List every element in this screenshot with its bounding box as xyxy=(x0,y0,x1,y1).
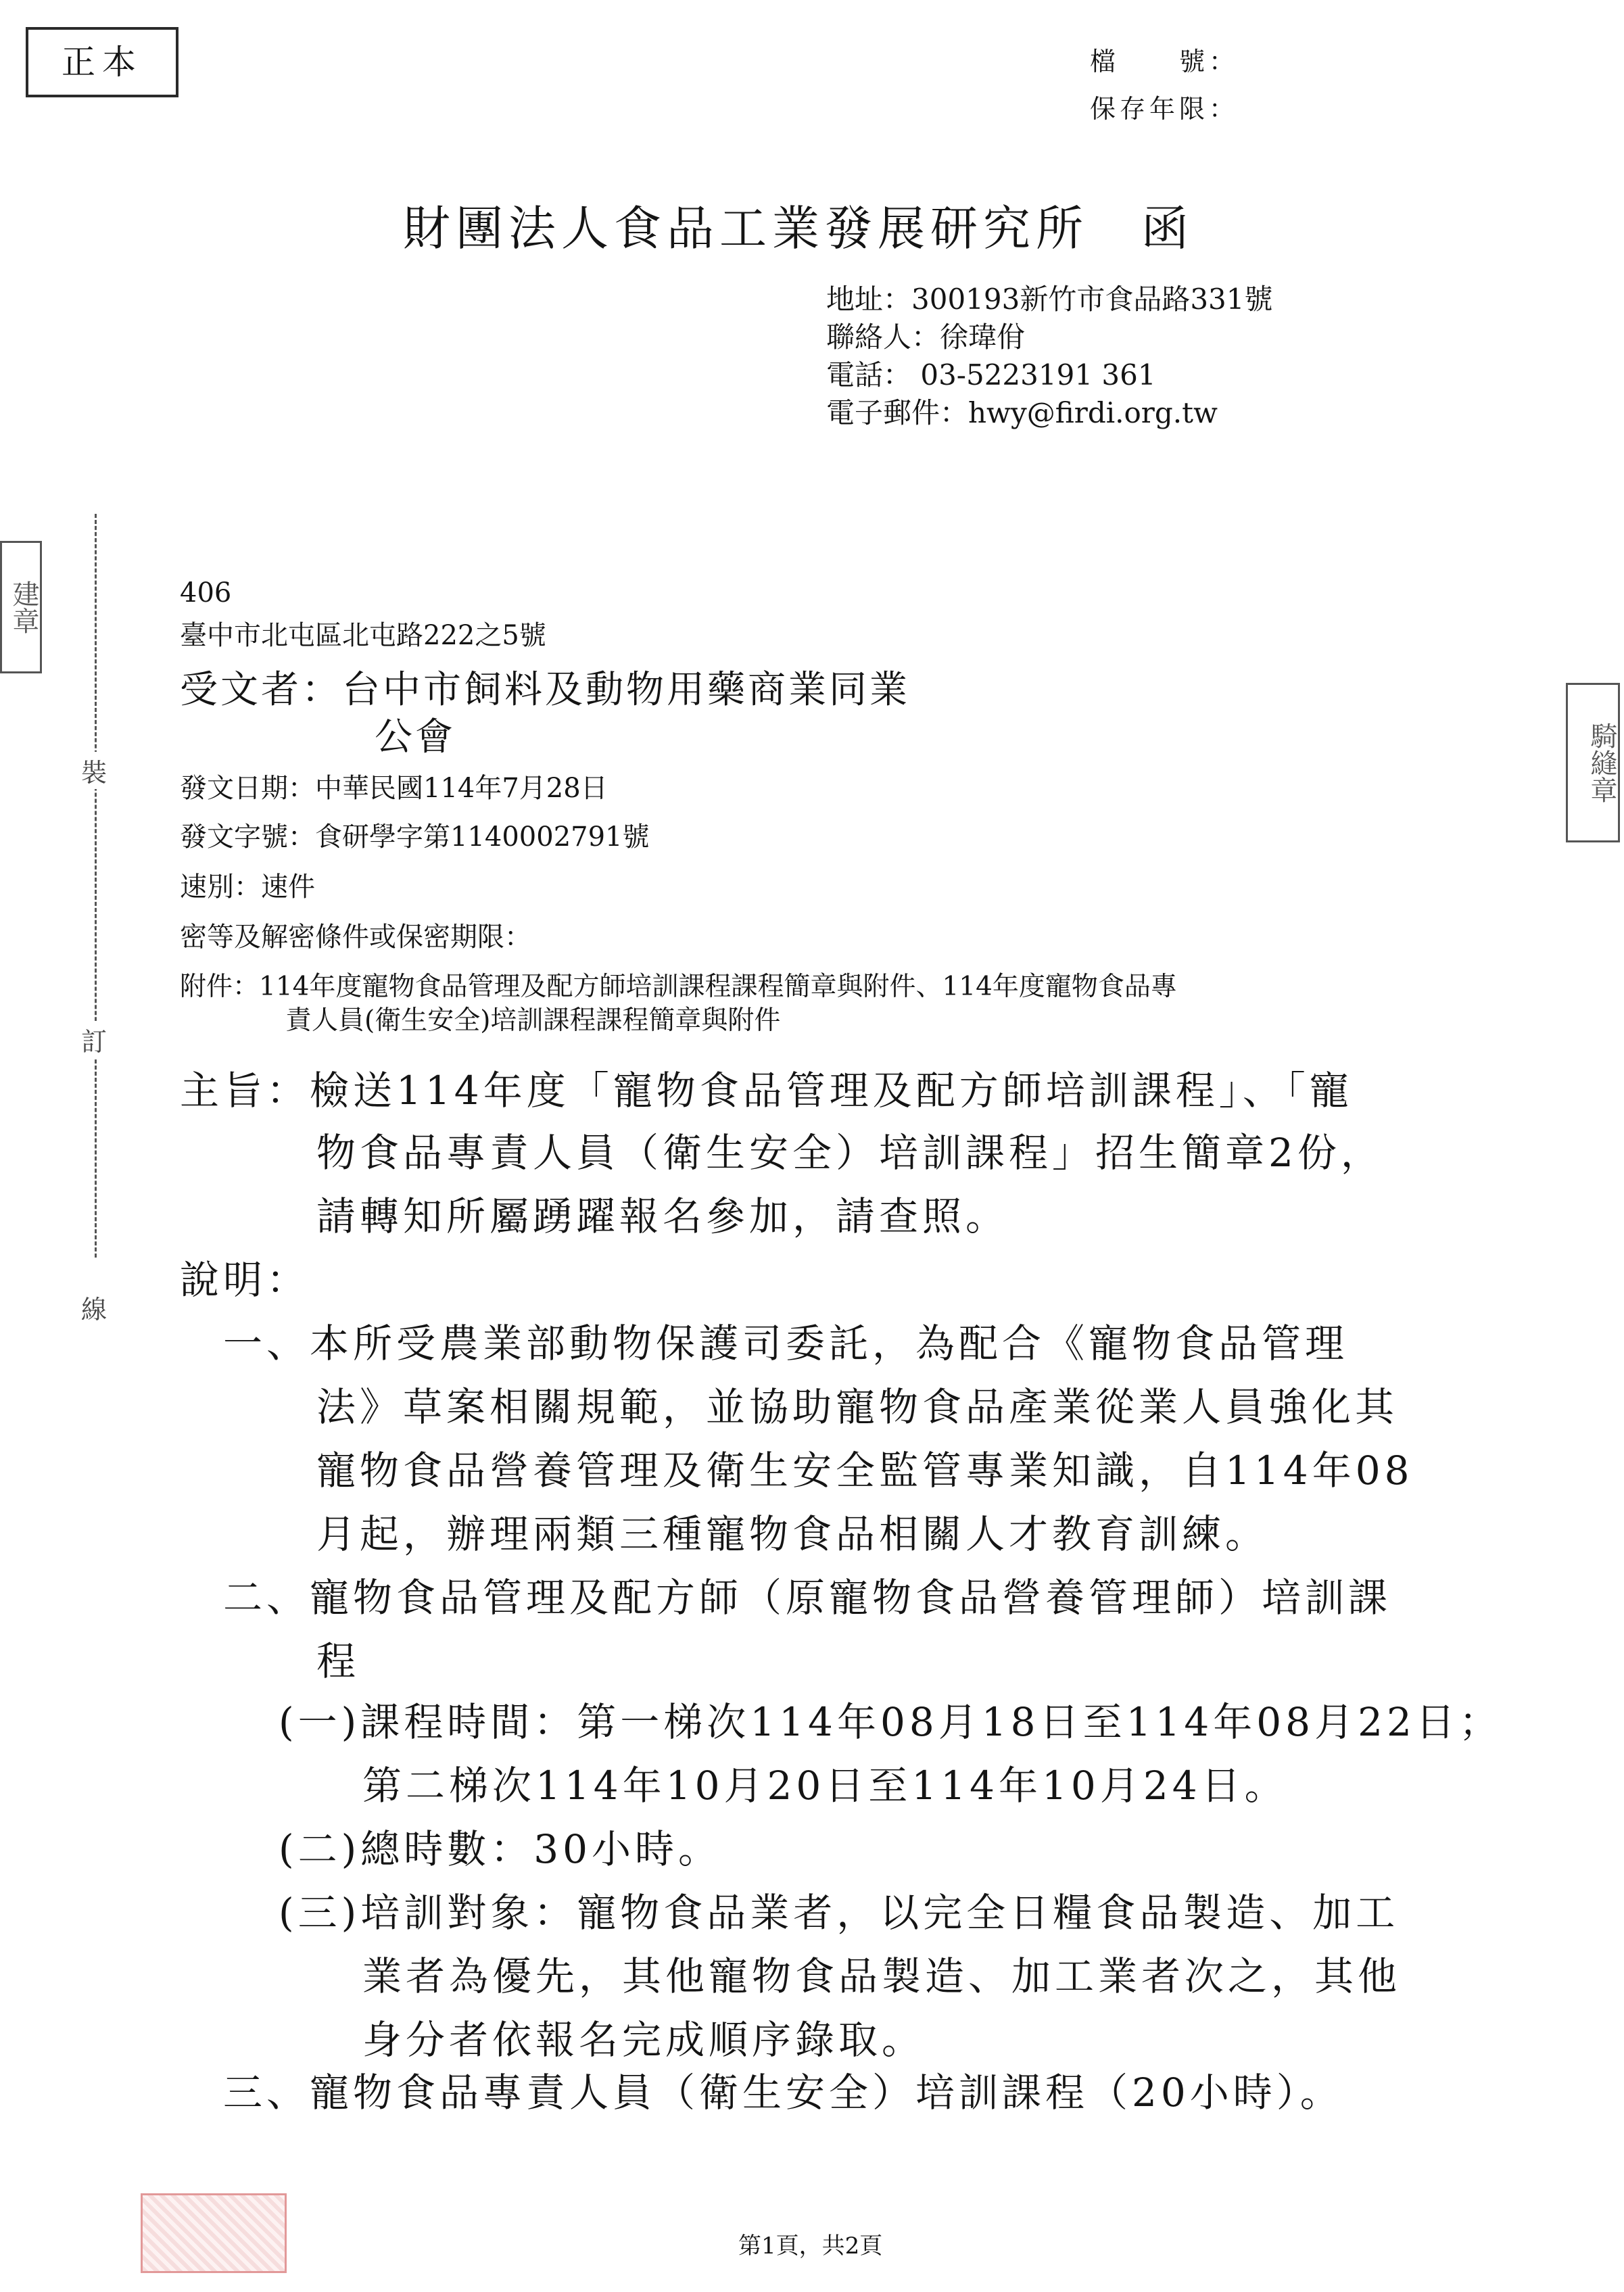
delivery-speed: 速別：速件 xyxy=(180,872,315,903)
sub1-line2: 第二梯次114年10月20日至114年10月24日。 xyxy=(362,1763,1288,1809)
document-title: 財團法人食品工業發展研究所 函 xyxy=(403,201,1194,256)
binding-mark-ding: 訂 xyxy=(81,1021,107,1058)
attachment-line1: 附件：114年度寵物食品管理及配方師培訓課程課程簡章與附件、114年度寵物食品專 xyxy=(180,972,1177,1002)
secrecy-level: 密等及解密條件或保密期限： xyxy=(180,922,531,953)
contact-email: 電子郵件：hwy@firdi.org.tw xyxy=(826,396,1218,429)
contact-person: 聯絡人：徐瑋佾 xyxy=(826,320,1026,354)
file-number-label: 檔 號： xyxy=(1090,47,1239,76)
item1-line4: 月起，辦理兩類三種寵物食品相關人才教育訓練。 xyxy=(316,1511,1269,1557)
right-margin-seam-stamp: 騎縫章 xyxy=(1566,683,1620,842)
recipient-line1: 受文者：台中市飼料及動物用藥商業同業 xyxy=(180,668,910,712)
item2-line2: 程 xyxy=(316,1638,360,1684)
retention-period-label: 保存年限： xyxy=(1090,94,1239,124)
red-seal-stamp xyxy=(141,2193,287,2273)
explanation-heading: 說明： xyxy=(180,1257,310,1303)
sub3-line3: 身分者依報名完成順序錄取。 xyxy=(362,2017,926,2063)
sub2-total-hours: (二)總時數：30小時。 xyxy=(279,1826,722,1872)
item2-line1: 二、寵物食品管理及配方師（原寵物食品營養管理師）培訓課 xyxy=(223,1575,1392,1621)
subject-line3: 請轉知所屬踴躍報名參加，請查照。 xyxy=(316,1193,1009,1239)
page-number: 第1頁，共2頁 xyxy=(738,2233,883,2260)
item1-line2: 法》草案相關規範，並協助寵物食品產業從業人員強化其 xyxy=(316,1384,1399,1430)
attachment-line2: 責人員(衛生安全)培訓課程課程簡章與附件 xyxy=(285,1005,781,1036)
subject-line2: 物食品專責人員（衛生安全）培訓課程」招生簡章2份， xyxy=(316,1130,1384,1176)
item1-line3: 寵物食品營養管理及衛生安全監管專業知識，自114年08 xyxy=(316,1448,1414,1494)
recipient-address: 臺中市北屯區北屯路222之5號 xyxy=(180,620,546,651)
sub3-line1: (三)培訓對象：寵物食品業者，以完全日糧食品製造、加工 xyxy=(279,1890,1400,1936)
item3-line: 三、寵物食品專責人員（衛生安全）培訓課程（20小時）。 xyxy=(223,2070,1343,2116)
binding-mark-zhuang: 裝 xyxy=(81,752,107,789)
recipient-line2: 公會 xyxy=(375,715,456,759)
sub3-line2: 業者為優先，其他寵物食品製造、加工業者次之，其他 xyxy=(362,1953,1402,1999)
document-number: 發文字號：食研學字第1140002791號 xyxy=(180,821,650,853)
item1-line1: 一、本所受農業部動物保護司委託，為配合《寵物食品管理 xyxy=(223,1320,1349,1366)
issue-date: 發文日期：中華民國114年7月28日 xyxy=(180,773,608,804)
binding-line xyxy=(95,514,97,1258)
postal-code: 406 xyxy=(180,577,232,608)
sender-address: 地址：300193新竹市食品路331號 xyxy=(826,283,1273,316)
subject-line1: 主旨：檢送114年度「寵物食品管理及配方師培訓課程」、「寵 xyxy=(180,1068,1353,1114)
contact-phone: 電話： 03-5223191 361 xyxy=(826,358,1156,391)
original-copy-stamp: 正本 xyxy=(26,27,178,97)
binding-mark-xian: 線 xyxy=(81,1289,107,1326)
sub1-line1: (一)課程時間：第一梯次114年08月18日至114年08月22日； xyxy=(279,1699,1502,1745)
left-margin-stamp: 建章 xyxy=(0,541,42,673)
